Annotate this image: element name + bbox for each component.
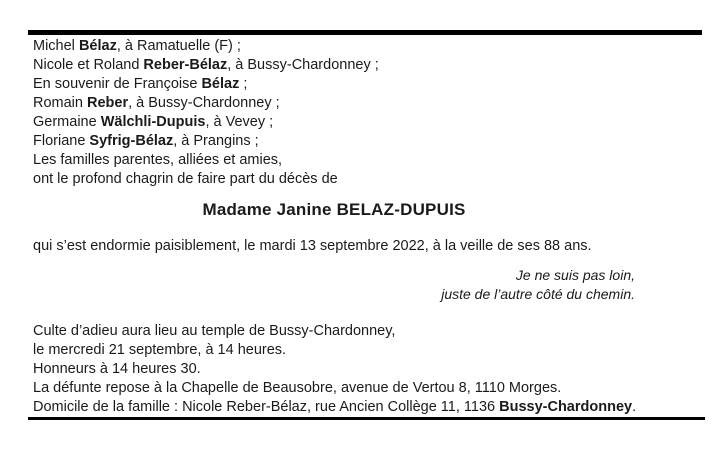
text-line [33,151,379,170]
text-segment: Floriane [33,133,90,149]
text-line [33,132,379,151]
name-bold-segment: Bussy-Chardonney [499,399,633,415]
text-line [33,94,379,113]
name-bold-segment: Bélaz [78,38,117,54]
text-line [33,113,379,132]
deceased-name-title: Madame Janine BELAZ-DUPUIS [202,200,466,219]
text-line [33,75,379,94]
text-line [33,37,379,56]
death-announcement-line: qui s’est endormie paisiblement, le mardi 13 septembre 2022, à la veille de ses 88 ans. [33,238,592,254]
name-bold-segment: Reber-Bélaz [143,57,228,73]
text-line [33,322,636,341]
text-line [33,379,636,398]
text-segment: Romain [33,95,87,111]
text-segment: Les familles parentes, alliées et amies, [33,152,283,168]
text-segment: En souvenir de Françoise [33,76,202,92]
text-segment: , à Bussy-Chardonney ; [128,95,280,111]
text-segment: , à Prangins ; [173,133,259,149]
text-line [33,360,636,379]
family-members-list [33,37,379,189]
text-segment: , à Bussy-Chardonney ; [227,57,379,73]
memorial-quote [33,266,635,304]
text-segment: , à Vevey ; [205,114,274,130]
text-segment: ont le profond chagrin de faire part du décès de [33,171,338,187]
text-segment: , à Ramatuelle (F) ; [116,38,241,54]
text-segment: Honneurs à 14 heures 30. [33,361,201,377]
text-segment: Michel [33,38,79,54]
text-segment: Culte d’adieu aura lieu au temple de Bussy-Chardonney, [33,323,396,339]
text-segment: . [632,399,637,415]
text-segment: Germaine [33,114,101,130]
text-segment: Nicole et Roland [33,57,144,73]
memorial-quote-line-2: juste de l’autre côté du chemin. [441,286,635,302]
name-bold-segment: Reber [87,95,129,111]
text-segment: Domicile de la famille : Nicole Reber-Bélaz, rue Ancien Collège 11, 1136 [33,399,500,415]
text-segment: La défunte repose à la Chapelle de Beausobre, avenue de Vertou 8, 1110 Morges. [33,380,562,396]
top-divider-rule [28,30,702,35]
ceremony-details [33,322,636,417]
name-bold-segment: Syfrig-Bélaz [89,133,174,149]
name-bold-segment: Wälchli-Dupuis [100,114,206,130]
text-line [33,170,379,189]
text-line [33,56,379,75]
memorial-quote-line-1: Je ne suis pas loin, [515,267,635,283]
bottom-divider-rule [28,417,705,420]
text-line [33,398,636,417]
text-line [33,341,636,360]
text-segment: le mercredi 21 septembre, à 14 heures. [33,342,287,358]
name-bold-segment: Bélaz [201,76,240,92]
text-segment: ; [239,76,248,92]
